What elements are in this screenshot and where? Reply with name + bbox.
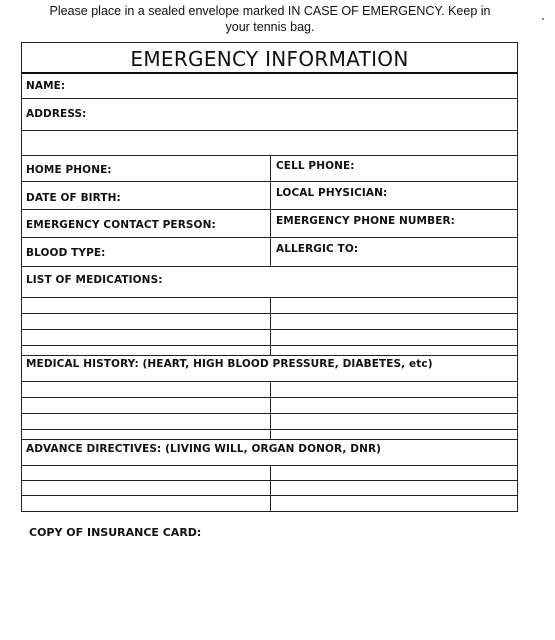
advance-directives-column-divider (270, 465, 271, 512)
blood-type-label: BLOOD TYPE: (26, 247, 106, 259)
emergency-contact-label: EMERGENCY CONTACT PERSON: (26, 219, 216, 231)
date-of-birth-label: DATE OF BIRTH: (26, 192, 121, 204)
medications-label: LIST OF MEDICATIONS: (26, 274, 163, 286)
medical-history-bottom (21, 439, 518, 440)
name-field[interactable] (21, 98, 518, 99)
instructions (20, 3, 520, 35)
medical-history-label: MEDICAL HISTORY: (HEART, HIGH BLOOD PRESSURE, DIABETES, etc) (26, 358, 433, 370)
instructions-line-2: your tennis bag. (225, 20, 315, 34)
title-divider (21, 72, 518, 74)
cell-phone-label: CELL PHONE: (276, 160, 355, 172)
medical-history-column-divider (270, 381, 271, 439)
name-label: NAME: (26, 80, 66, 92)
advance-directives-label: ADVANCE DIRECTIVES: (LIVING WILL, ORGAN DONOR, DNR) (26, 443, 382, 455)
instructions-line-1: Please place in a sealed envelope marked IN CASE OF EMERGENCY. Keep in (49, 4, 491, 18)
blood-row-divider[interactable] (21, 266, 518, 267)
column-divider-top (270, 155, 271, 266)
local-physician-label: LOCAL PHYSICIAN: (276, 187, 388, 199)
medications-column-divider (270, 297, 271, 355)
emergency-form (21, 42, 518, 512)
home-phone-label: HOME PHONE: (26, 164, 112, 176)
address-label: ADDRESS: (26, 108, 87, 120)
allergic-to-label: ALLERGIC TO: (276, 243, 359, 255)
emergency-phone-label: EMERGENCY PHONE NUMBER: (276, 215, 455, 227)
address-field-line-1[interactable] (21, 130, 518, 131)
form-title: EMERGENCY INFORMATION (130, 47, 409, 71)
insurance-card-label: COPY OF INSURANCE CARD: (29, 526, 202, 539)
scan-speck (542, 18, 544, 20)
medications-bottom (21, 355, 518, 356)
